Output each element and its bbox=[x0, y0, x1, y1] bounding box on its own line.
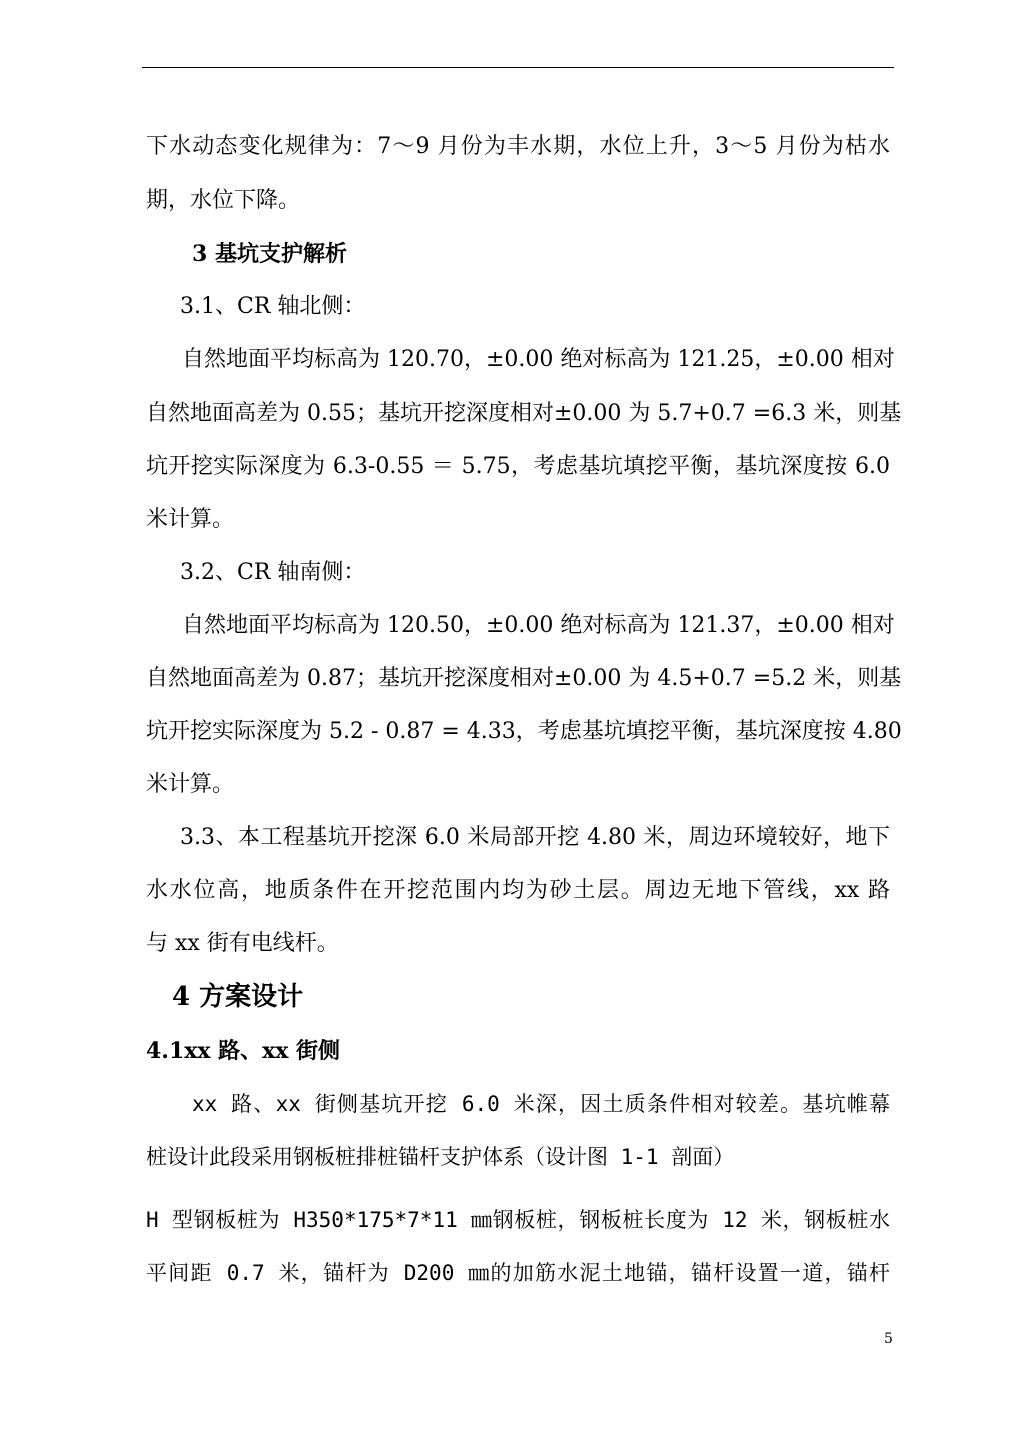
paragraph-line: 坑开挖实际深度为 5.2 - 0.87 = 4.33，考虑基坑填挖平衡，基坑深度按 4.80 bbox=[146, 719, 902, 744]
paragraph-line: 米计算。 bbox=[146, 772, 235, 797]
header-rule bbox=[142, 67, 894, 68]
subsection-heading: 3.2、CR 轴南侧： bbox=[180, 560, 366, 585]
section-heading: 3 基坑支护解析 bbox=[192, 241, 347, 267]
paragraph-line: 3.3、本工程基坑开挖深 6.0 米局部开挖 4.80 米，周边环境较好，地下 bbox=[180, 825, 890, 850]
paragraph-line: 期，水位下降。 bbox=[146, 188, 301, 213]
paragraph-line: 水水位高，地质条件在开挖范围内均为砂土层。周边无地下管线，xx 路 bbox=[146, 878, 890, 903]
page-number: 5 bbox=[884, 1331, 893, 1347]
paragraph-line: 与 xx 街有电线杆。 bbox=[146, 931, 339, 956]
paragraph-line: 自然地面平均标高为 120.70，±0.00 绝对标高为 121.25，±0.00 相对 bbox=[182, 347, 895, 372]
paragraph-line: 平间距 0.7 米，锚杆为 D200 ㎜的加筋水泥土地锚，锚杆设置一道，锚杆 bbox=[146, 1261, 890, 1285]
paragraph-line: 自然地面高差为 0.87；基坑开挖深度相对±0.00 为 4.5+0.7 =5.2 米，则基 bbox=[146, 666, 902, 691]
paragraph-line: 自然地面高差为 0.55；基坑开挖深度相对±0.00 为 5.7+0.7 =6.3 米，则基 bbox=[146, 401, 902, 426]
paragraph-line: xx 路、xx 街侧基坑开挖 6.0 米深，因土质条件相对较差。基坑帷幕 bbox=[192, 1092, 890, 1116]
paragraph-line: 桩设计此段采用钢板桩排桩锚杆支护体系（设计图 1-1 剖面） bbox=[146, 1145, 735, 1169]
chapter-heading: 4 方案设计 bbox=[172, 982, 304, 1012]
paragraph-line: 米计算。 bbox=[146, 507, 235, 532]
paragraph-line: 下水动态变化规律为：7～9 月份为丰水期，水位上升，3～5 月份为枯水 bbox=[146, 134, 890, 159]
paragraph-line: H 型钢板桩为 H350*175*7*11 ㎜钢板桩，钢板桩长度为 12 米，钢板桩水 bbox=[146, 1208, 890, 1232]
paragraph-line: 自然地面平均标高为 120.50，±0.00 绝对标高为 121.37，±0.00 相对 bbox=[182, 613, 895, 638]
subsection-heading: 3.1、CR 轴北侧： bbox=[180, 294, 366, 319]
paragraph-line: 坑开挖实际深度为 6.3-0.55 ＝ 5.75，考虑基坑填挖平衡，基坑深度按 6.0 bbox=[146, 454, 890, 479]
section-heading: 4.1xx 路、xx 街侧 bbox=[146, 1038, 341, 1064]
